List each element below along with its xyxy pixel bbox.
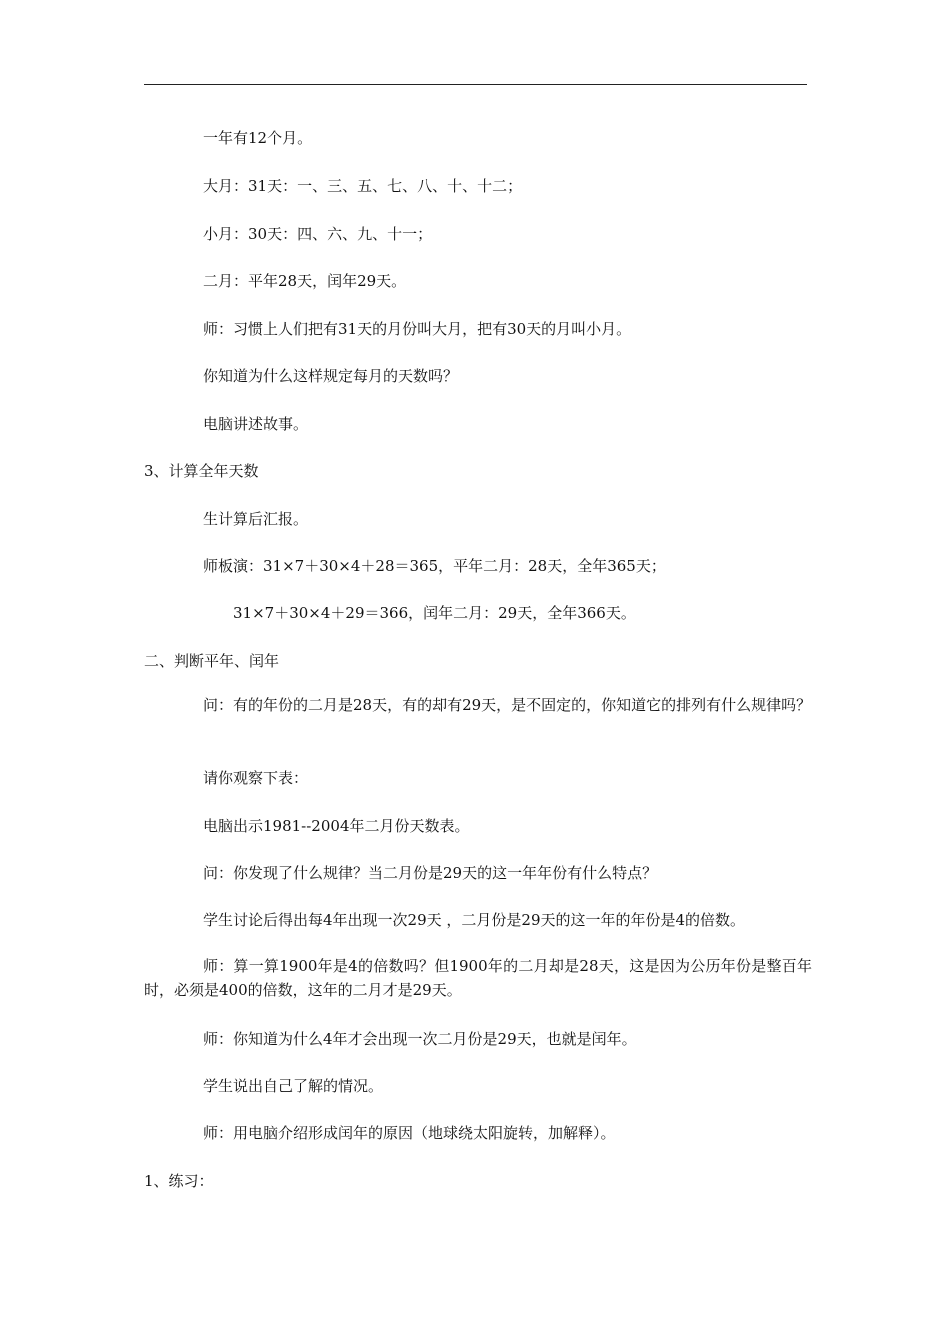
text-line: 师板演：31×7＋30×4＋28＝365，平年二月：28天，全年365天；	[203, 557, 666, 575]
section-heading: 二、判断平年、闰年	[144, 652, 280, 670]
header-rule	[144, 84, 807, 85]
text-line: 问：你发现了什么规律？当二月份是29天的这一年年份有什么特点？	[203, 864, 658, 882]
text-line: 二月：平年28天，闰年29天。	[203, 272, 407, 290]
text-line: 师：习惯上人们把有31天的月份叫大月，把有30天的月叫小月。	[203, 320, 632, 338]
text-line: 小月：30天：四、六、九、十一；	[203, 225, 433, 243]
text-line: 31×7＋30×4＋29＝366，闰年二月：29天，全年366天。	[233, 604, 636, 622]
section-heading: 1、练习：	[144, 1172, 214, 1190]
text-line: 师：用电脑介绍形成闰年的原因（地球绕太阳旋转，加解释）。	[203, 1124, 616, 1142]
text-line: 一年有12个月。	[203, 129, 313, 147]
text-line: 学生说出自己了解的情况。	[203, 1077, 384, 1095]
text-line: 电脑讲述故事。	[203, 415, 309, 433]
text-line: 师：你知道为什么4年才会出现一次二月份是29天，也就是闰年。	[203, 1030, 637, 1048]
text-line: 电脑出示1981--2004年二月份天数表。	[203, 817, 470, 835]
text-line: 大月：31天：一、三、五、七、八、十、十二；	[203, 177, 523, 195]
text-line: 学生讨论后得出每4年出现一次29天 ，二月份是29天的这一年的年份是4的倍数。	[203, 911, 746, 929]
section-heading: 3、计算全年天数	[144, 462, 259, 480]
text-line: 请你观察下表：	[203, 769, 309, 787]
paragraph: 师：算一算1900年是4的倍数吗？但1900年的二月却是28天，这是因为公历年份是整百年时，必须是400的倍数，这年的二月才是29天。	[144, 957, 812, 999]
text-line: 生计算后汇报。	[203, 510, 309, 528]
text-line: 你知道为什么这样规定每月的天数吗？	[203, 367, 459, 385]
paragraph: 问：有的年份的二月是28天，有的却有29天，是不固定的，你知道它的排列有什么规律吗？	[203, 696, 812, 714]
